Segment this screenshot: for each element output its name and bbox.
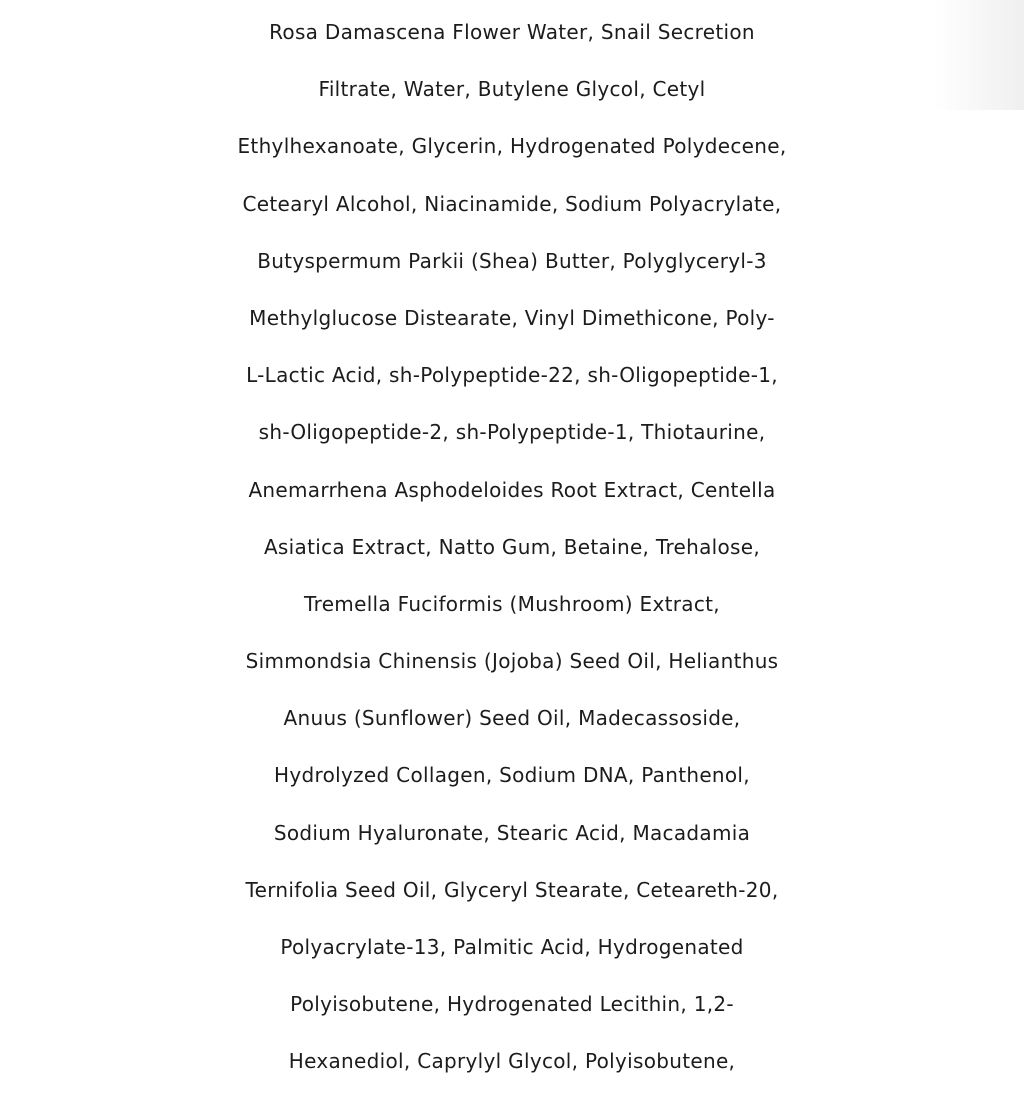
ingredient-line: Simmondsia Chinensis (Jojoba) Seed Oil, Helianthus xyxy=(245,649,779,674)
ingredient-line: Hexanediol, Caprylyl Glycol, Polyisobutene, xyxy=(288,1049,736,1074)
ingredient-line: Methylglucose Distearate, Vinyl Dimethicone, Poly- xyxy=(249,305,775,330)
ingredient-line: Ethylhexanoate, Glycerin, Hydrogenated Polydecene, xyxy=(237,134,787,159)
ingredient-line: Rosa Damascena Flower Water, Snail Secretion xyxy=(269,20,755,44)
ingredient-line: Sodium Hyaluronate, Stearic Acid, Macadamia xyxy=(273,820,751,845)
ingredient-line: Ternifolia Seed Oil, Glyceryl Stearate, Ceteareth-20, xyxy=(245,877,779,902)
ingredient-line: sh-Oligopeptide-2, sh-Polypeptide-1, Thiotaurine, xyxy=(258,420,766,445)
ingredient-line: Polyisobutene, Hydrogenated Lecithin, 1,2- xyxy=(290,992,734,1017)
ingredient-line: L-Lactic Acid, sh-Polypeptide-22, sh-Oligopeptide-1, xyxy=(246,363,778,388)
ingredient-line: Polyacrylate-13, Palmitic Acid, Hydrogenated xyxy=(280,935,744,959)
ingredient-line: Butyspermum Parkii (Shea) Butter, Polyglyceryl-3 xyxy=(257,248,767,273)
ingredient-list xyxy=(0,4,1024,1091)
ingredient-line: Anuus (Sunflower) Seed Oil, Madecassoside, xyxy=(283,706,741,731)
ingredient-line: Hydrolyzed Collagen, Sodium DNA, Panthenol, xyxy=(274,763,750,788)
ingredient-line: Filtrate, Water, Butylene Glycol, Cetyl xyxy=(318,77,706,102)
ingredient-line: Asiatica Extract, Natto Gum, Betaine, Trehalose, xyxy=(263,534,761,559)
ingredient-line: Anemarrhena Asphodeloides Root Extract, Centella xyxy=(248,477,776,502)
ingredient-line: Cetearyl Alcohol, Niacinamide, Sodium Polyacrylate, xyxy=(242,191,782,216)
ingredient-line: Tremella Fuciformis (Mushroom) Extract, xyxy=(304,591,720,616)
